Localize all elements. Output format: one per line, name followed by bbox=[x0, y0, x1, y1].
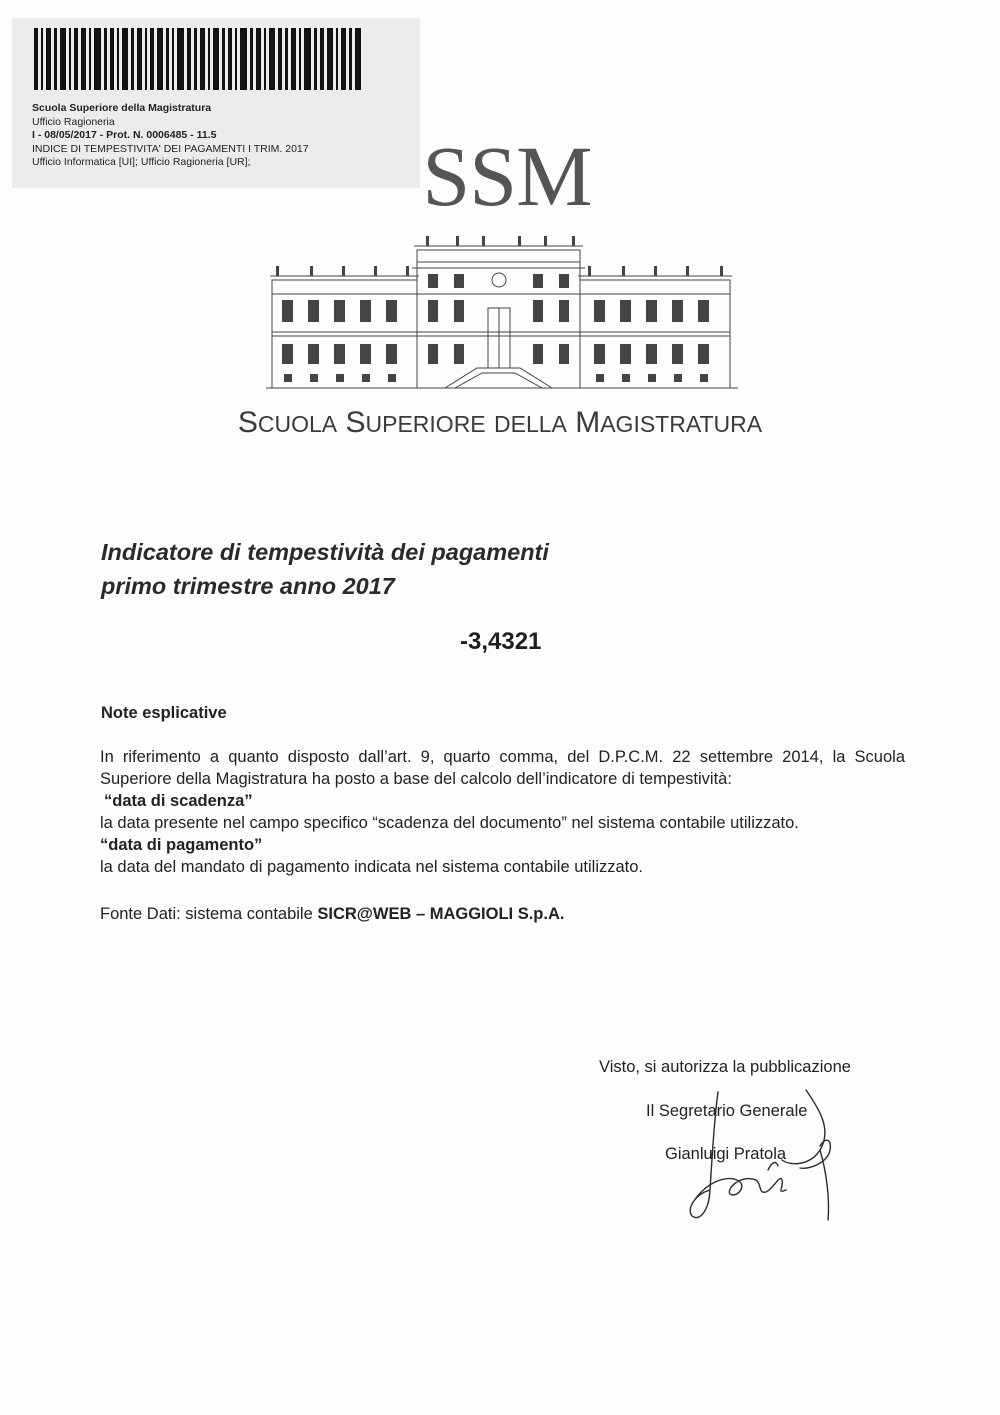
notes-body bbox=[100, 746, 905, 878]
name-word-3: DELLA bbox=[494, 411, 567, 437]
title-line-2: primo trimestre anno 2017 bbox=[101, 573, 395, 599]
name-word-4: MAGISTRATURA bbox=[575, 406, 763, 439]
term-pagamento-text: la data del mandato di pagamento indicata nel sistema contabile utilizzato. bbox=[100, 858, 644, 876]
indicator-value: -3,4321 bbox=[460, 628, 542, 655]
logo-school-name bbox=[200, 406, 800, 440]
name-word-2: SUPERIORE bbox=[345, 406, 486, 439]
title-line-1: Indicatore di tempestività dei pagamenti bbox=[101, 539, 549, 565]
protocol-label bbox=[12, 18, 420, 188]
label-institution: Scuola Superiore della Magistratura bbox=[32, 102, 212, 114]
term-scadenza-text: la data presente nel campo specifico “scadenza del documento” nel sistema contabile utilizzato. bbox=[100, 814, 799, 832]
source-system: SICR@WEB – MAGGIOLI S.p.A. bbox=[317, 905, 565, 923]
document-title bbox=[101, 535, 701, 603]
protocol-label-text bbox=[32, 102, 309, 170]
term-pagamento-label: “data di pagamento” bbox=[100, 836, 263, 854]
label-protocol-number: I - 08/05/2017 - Prot. N. 0006485 - 11.5 bbox=[32, 129, 217, 141]
notes-heading: Note esplicative bbox=[101, 704, 227, 722]
signatory-name: Gianluigi Pratola bbox=[665, 1145, 787, 1163]
term-scadenza-label: “data di scadenza” bbox=[104, 792, 253, 810]
data-source bbox=[100, 905, 564, 924]
building-illustration bbox=[262, 228, 742, 398]
signatory-role: Il Segretario Generale bbox=[646, 1102, 808, 1120]
label-office: Ufficio Ragioneria bbox=[32, 115, 115, 128]
handwritten-signature bbox=[670, 1070, 840, 1240]
barcode bbox=[34, 28, 364, 90]
notes-intro: In riferimento a quanto disposto dall’art. 9, quarto comma, del D.P.C.M. 22 settembre 2014, la Scuola Superiore della Magistratura ha posto a base del calcolo dell’indicatore di tempestività: bbox=[100, 748, 905, 788]
name-word-1: SCUOLA bbox=[237, 406, 338, 439]
approval-statement: Visto, si autorizza la pubblicazione bbox=[599, 1058, 851, 1076]
source-prefix: Fonte Dati: sistema contabile bbox=[100, 905, 318, 923]
logo-letters: SSM bbox=[422, 128, 592, 224]
label-offices-assigned: Ufficio Informatica [UI]; Ufficio Ragioneria [UR]; bbox=[32, 156, 251, 168]
label-subject: INDICE DI TEMPESTIVITA' DEI PAGAMENTI I TRIM. 2017 bbox=[32, 142, 309, 155]
